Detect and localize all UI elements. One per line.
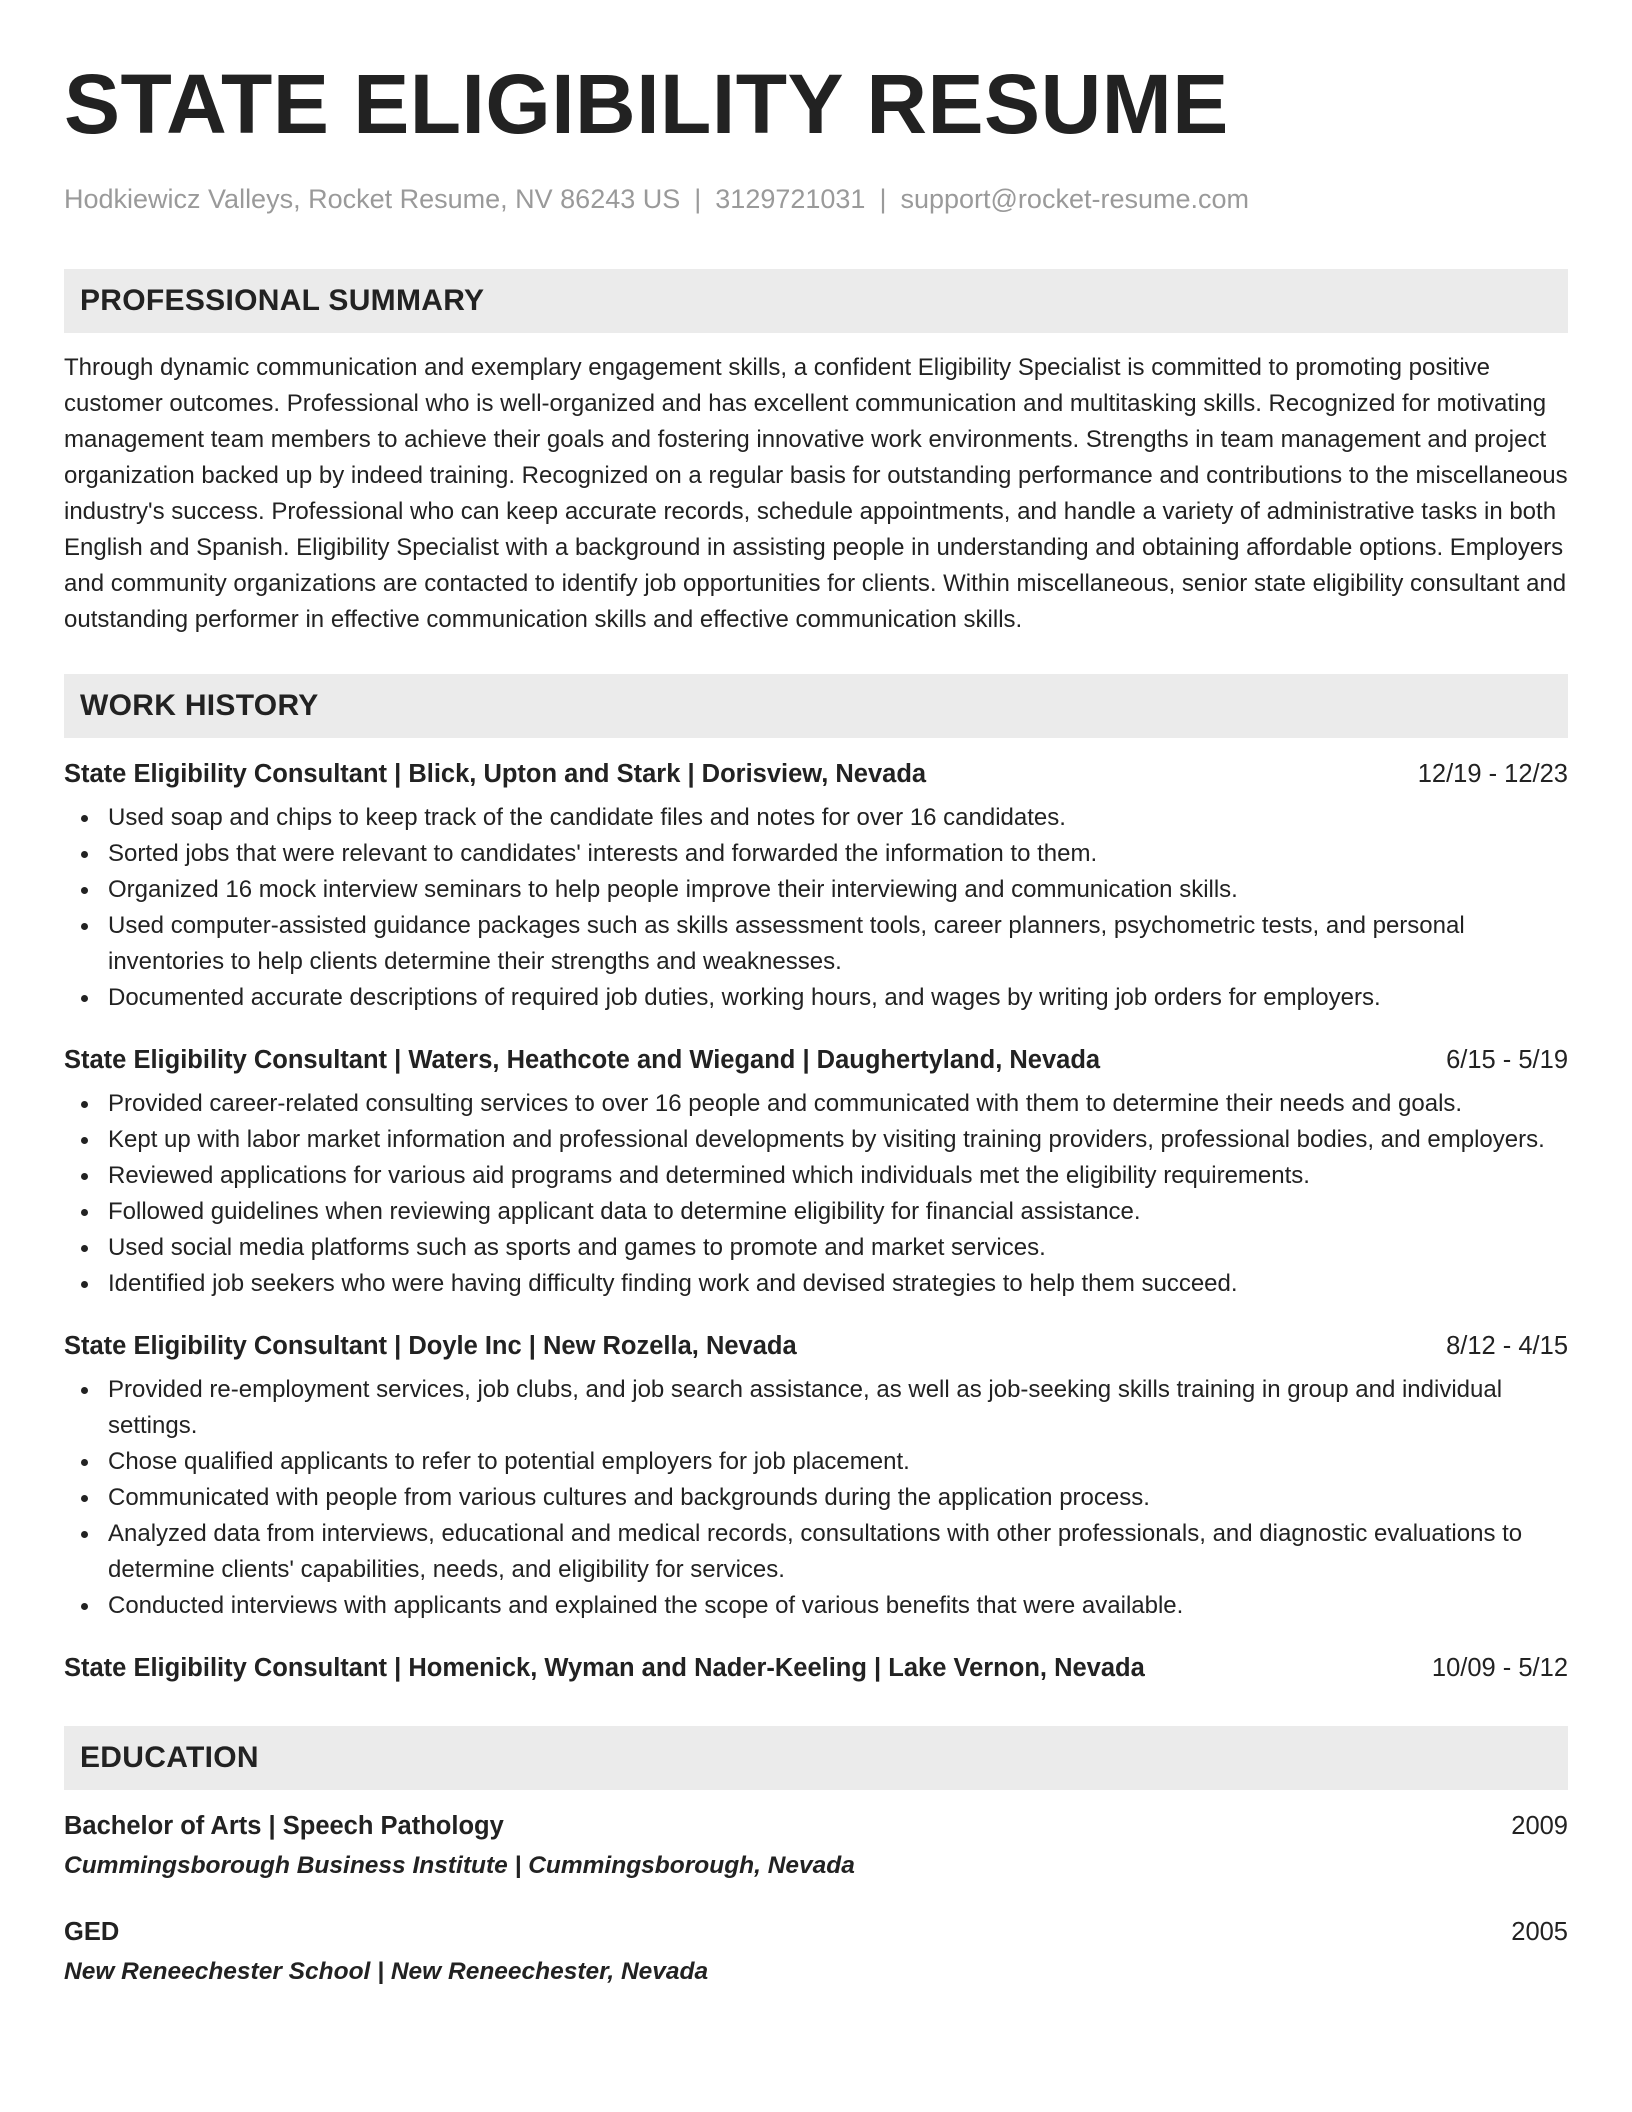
job-bullet: Conducted interviews with applicants and explained the scope of various benefits that were available.	[64, 1588, 1568, 1624]
education-degree: GED	[64, 1918, 120, 1946]
job-bullet: Provided career-related consulting services to over 16 people and communicated with them to determine their needs and goals.	[64, 1086, 1568, 1122]
job-bullets	[64, 800, 1568, 1016]
job-dates: 8/12 - 4/15	[1446, 1332, 1568, 1360]
work-history-heading: WORK HISTORY	[64, 674, 1568, 738]
job-bullet: Followed guidelines when reviewing applicant data to determine eligibility for financial assistance.	[64, 1194, 1568, 1230]
education-school: New Reneechester School | New Reneechester, Nevada	[64, 1958, 709, 1985]
job-title: State Eligibility Consultant | Blick, Upton and Stark | Dorisview, Nevada	[64, 760, 927, 788]
education-heading: EDUCATION	[64, 1726, 1568, 1790]
education-degree: Bachelor of Arts | Speech Pathology	[64, 1812, 504, 1840]
job-dates: 6/15 - 5/19	[1446, 1046, 1568, 1074]
contact-separator: |	[879, 184, 887, 214]
job-header	[64, 756, 1568, 792]
job-bullet: Chose qualified applicants to refer to potential employers for job placement.	[64, 1444, 1568, 1480]
job-bullet: Documented accurate descriptions of required job duties, working hours, and wages by writing job orders for employers.	[64, 980, 1568, 1016]
job-entry	[64, 1650, 1568, 1686]
job-bullet: Reviewed applications for various aid programs and determined which individuals met the eligibility requirements.	[64, 1158, 1568, 1194]
job-bullet: Analyzed data from interviews, educational and medical records, consultations with other professionals, and diagnostic evaluations to determine clients' capabilities, needs, and eligibility for services.	[64, 1516, 1568, 1588]
job-header	[64, 1042, 1568, 1078]
job-title: State Eligibility Consultant | Homenick, Wyman and Nader-Keeling | Lake Vernon, Nevada	[64, 1654, 1145, 1682]
summary-text: Through dynamic communication and exemplary engagement skills, a confident Eligibility Specialist is committed to promoting positive customer outcomes. Professional who is well-organized and has excellent communication and multitasking skills. Recognized for motivating management team members to achieve their goals and fostering innovative work environments. Strengths in team management and project organization backed up by indeed training. Recognized on a regular basis for outstanding performance and contributions to the miscellaneous industry's success. Professional who can keep accurate records, schedule appointments, and handle a variety of administrative tasks in both English and Spanish. Eligibility Specialist with a background in assisting people in understanding and obtaining affordable options. Employers and community organizations are contacted to identify job opportunities for clients. Within miscellaneous, senior state eligibility consultant and outstanding performer in effective communication skills and effective communication skills.	[64, 354, 1568, 633]
job-entry	[64, 756, 1568, 1016]
job-bullets	[64, 1086, 1568, 1302]
job-entry	[64, 1042, 1568, 1302]
job-bullet: Sorted jobs that were relevant to candidates' interests and forwarded the information to them.	[64, 836, 1568, 872]
education-header	[64, 1808, 1568, 1844]
job-bullet: Used computer-assisted guidance packages such as skills assessment tools, career planners, psychometric tests, and personal inventories to help clients determine their strengths and weaknesses.	[64, 908, 1568, 980]
job-dates: 12/19 - 12/23	[1417, 760, 1568, 788]
contact-separator: |	[694, 184, 702, 214]
education-school: Cummingsborough Business Institute | Cummingsborough, Nevada	[64, 1852, 855, 1879]
contact-email: support@rocket-resume.com	[900, 184, 1249, 214]
education-entry	[64, 1808, 1568, 1884]
job-header	[64, 1650, 1568, 1686]
education-year: 2009	[1511, 1812, 1568, 1840]
education-list	[64, 1808, 1568, 1990]
education-entry	[64, 1914, 1568, 1990]
contact-address: Hodkiewicz Valleys, Rocket Resume, NV 86243 US	[64, 184, 681, 214]
education-year: 2005	[1511, 1918, 1568, 1946]
job-title: State Eligibility Consultant | Doyle Inc | New Rozella, Nevada	[64, 1332, 797, 1360]
job-bullet: Used soap and chips to keep track of the candidate files and notes for over 16 candidates.	[64, 800, 1568, 836]
job-title: State Eligibility Consultant | Waters, Heathcote and Wiegand | Daughertyland, Nevada	[64, 1046, 1101, 1074]
resume-name: STATE ELIGIBILITY RESUME	[64, 57, 1229, 151]
job-bullets	[64, 1372, 1568, 1624]
job-entry	[64, 1328, 1568, 1624]
job-bullet: Organized 16 mock interview seminars to help people improve their interviewing and communication skills.	[64, 872, 1568, 908]
job-dates: 10/09 - 5/12	[1431, 1654, 1568, 1682]
work-history-list	[64, 756, 1568, 1686]
resume-page	[64, 0, 1568, 1990]
contact-phone: 3129721031	[715, 184, 866, 214]
education-header	[64, 1914, 1568, 1950]
summary-heading: PROFESSIONAL SUMMARY	[64, 269, 1568, 333]
job-header	[64, 1328, 1568, 1364]
job-bullet: Communicated with people from various cultures and backgrounds during the application process.	[64, 1480, 1568, 1516]
job-bullet: Identified job seekers who were having difficulty finding work and devised strategies to help them succeed.	[64, 1266, 1568, 1302]
job-bullet: Provided re-employment services, job clubs, and job search assistance, as well as job-seeking skills training in group and individual settings.	[64, 1372, 1568, 1444]
job-bullet: Used social media platforms such as sports and games to promote and market services.	[64, 1230, 1568, 1266]
contact-line	[64, 182, 1568, 216]
job-bullet: Kept up with labor market information and professional developments by visiting training providers, professional bodies, and employers.	[64, 1122, 1568, 1158]
